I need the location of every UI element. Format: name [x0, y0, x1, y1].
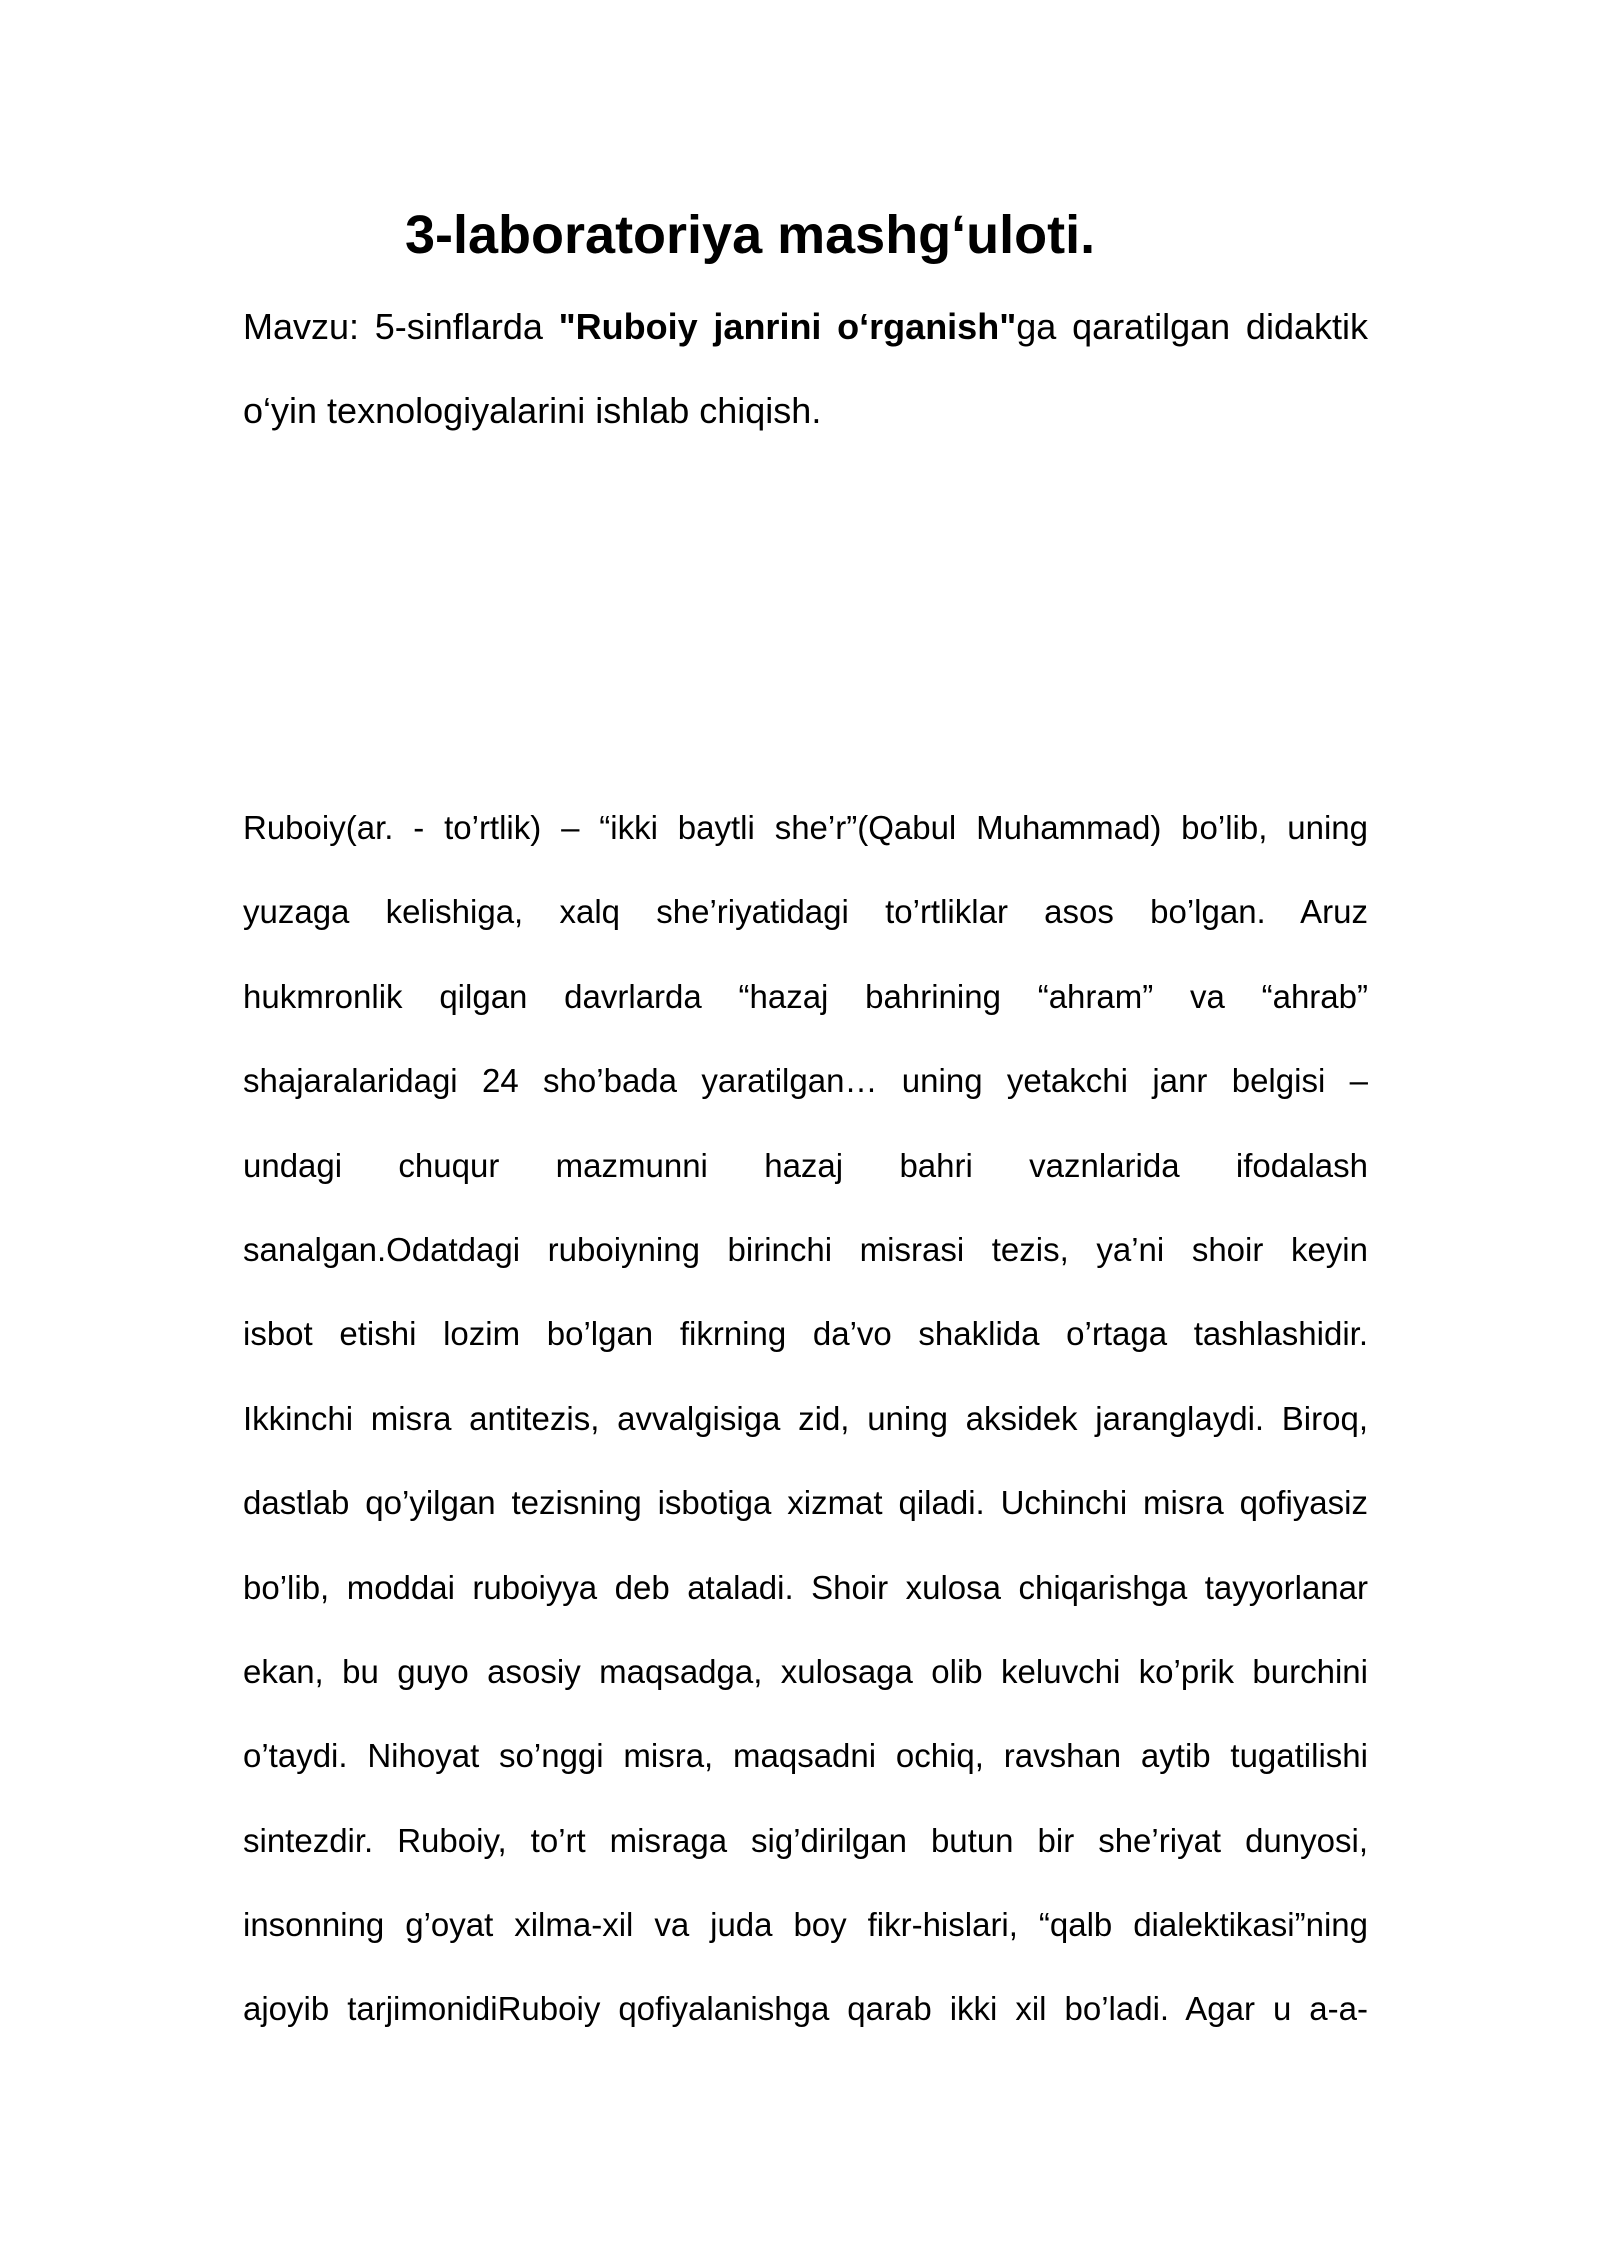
body-line: ajoyib tarjimonidiRuboiy qofiyalanishga qarab ikki xil bo’ladi. Agar u a-a- [243, 1990, 1368, 2028]
body-line: bo’lib, moddai ruboiyya deb ataladi. Shoir xulosa chiqarishga tayyorlanar [243, 1568, 1368, 1606]
topic-highlight: "Ruboiy janrini o‘rganish" [558, 306, 1017, 347]
body-line: undagi chuqur mazmunni hazaj bahri vaznlarida ifodalash [243, 1146, 1368, 1184]
topic-paragraph [243, 285, 1368, 453]
body-line: sanalgan.Odatdagi ruboiyning birinchi misrasi tezis, ya’ni shoir keyin [243, 1230, 1368, 1268]
topic-suffix: ga qaratilgan didaktik o‘yin texnologiyalarini ishlab chiqish. [243, 306, 1368, 431]
body-line: ekan, bu guyo asosiy maqsadga, xulosaga olib keluvchi ko’prik burchini [243, 1652, 1368, 1690]
body-line: dastlab qo’yilgan tezisning isbotiga xizmat qiladi. Uchinchi misra qofiyasiz [243, 1484, 1368, 1522]
body-line: shajaralaridagi 24 sho’bada yaratilgan… uning yetakchi janr belgisi – [243, 1062, 1368, 1100]
body-line: o’taydi. Nihoyat so’nggi misra, maqsadni ochiq, ravshan aytib tugatilishi [243, 1737, 1368, 1775]
body-paragraph [243, 786, 1368, 2052]
topic-prefix: Mavzu: 5-sinflarda [243, 306, 559, 347]
body-line: isbot etishi lozim bo’lgan fikrning da’vo shaklida o’rtaga tashlashidir. [243, 1315, 1368, 1353]
document-title: 3-laboratoriya mashg‘uloti. [405, 205, 1096, 265]
body-line: insonning g’oyat xilma-xil va juda boy fikr-hislari, “qalb dialektikasi”ning [243, 1906, 1368, 1944]
body-line: yuzaga kelishiga, xalq she’riyatidagi to’rtliklar asos bo’lgan. Aruz [243, 893, 1368, 931]
body-line: Ikkinchi misra antitezis, avvalgisiga zid, uning aksidek jaranglaydi. Biroq, [243, 1399, 1368, 1437]
body-line: Ruboiy(ar. - to’rtlik) – “ikki baytli she’r”(Qabul Muhammad) bo’lib, uning [243, 809, 1368, 846]
body-line: hukmronlik qilgan davrlarda “hazaj bahrining “ahram” va “ahrab” [243, 977, 1368, 1015]
body-line: sintezdir. Ruboiy, to’rt misraga sig’dirilgan butun bir she’riyat dunyosi, [243, 1821, 1368, 1859]
